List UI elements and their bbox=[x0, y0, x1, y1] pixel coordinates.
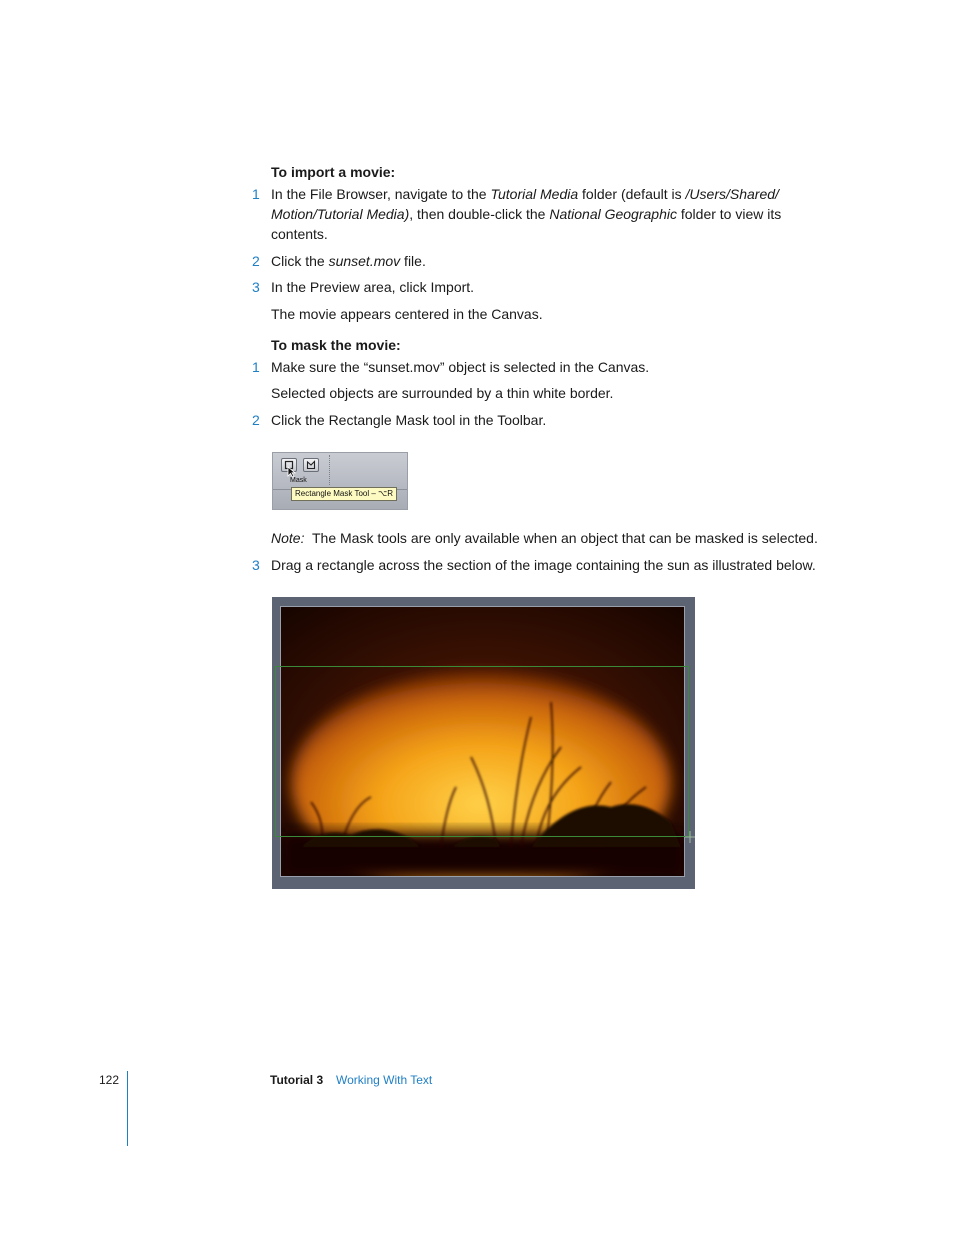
mask-heading: To mask the movie: bbox=[271, 337, 401, 353]
step-number: 1 bbox=[252, 359, 260, 375]
mask-step-1: Make sure the “sunset.mov” object is selected in the Canvas. bbox=[271, 359, 650, 375]
sunset-image bbox=[280, 606, 685, 877]
toolbar-screenshot bbox=[272, 452, 408, 510]
note bbox=[271, 528, 851, 548]
mask-step-3: Drag a rectangle across the section of the image containing the sun as illustrated below. bbox=[271, 557, 816, 573]
mask-step-2: Click the Rectangle Mask tool in the Toolbar. bbox=[271, 412, 547, 428]
import-heading: To import a movie: bbox=[271, 164, 396, 180]
crosshair-cursor-icon bbox=[685, 831, 695, 843]
footer-chapter-title[interactable]: Working With Text bbox=[336, 1073, 433, 1087]
import-step-2: Click the sunset.mov file. bbox=[271, 253, 426, 269]
import-result: The movie appears centered in the Canvas. bbox=[271, 306, 543, 322]
import-step-3: In the Preview area, click Import. bbox=[271, 279, 475, 295]
page-number: 122 bbox=[98, 1073, 119, 1087]
note-text: The Mask tools are only available when an object that can be masked is selected. bbox=[312, 530, 818, 546]
mask-label: Mask bbox=[290, 477, 307, 484]
bezier-mask-button[interactable] bbox=[303, 458, 319, 472]
step-number: 1 bbox=[252, 186, 260, 202]
mask-step-1-result: Selected objects are surrounded by a thin white border. bbox=[271, 385, 614, 401]
step-number: 3 bbox=[252, 279, 260, 295]
footer-rule bbox=[127, 1071, 128, 1146]
rectangle-mask-tooltip: Rectangle Mask Tool – ⌥R bbox=[291, 487, 397, 501]
bezier-mask-icon bbox=[306, 460, 316, 470]
canvas-screenshot bbox=[272, 597, 695, 889]
step-number: 3 bbox=[252, 557, 260, 573]
footer-chapter: Tutorial 3 bbox=[270, 1073, 324, 1087]
toolbar-separator bbox=[329, 455, 330, 485]
import-step-1: In the File Browser, navigate to the Tutorial Media folder (default is /Users/Shared/ Motion/Tutorial Media), then double-click the National Geographic folder to view its contents. bbox=[271, 186, 782, 242]
step-number: 2 bbox=[252, 253, 260, 269]
step-number: 2 bbox=[252, 412, 260, 428]
note-label: Note: bbox=[271, 530, 305, 546]
